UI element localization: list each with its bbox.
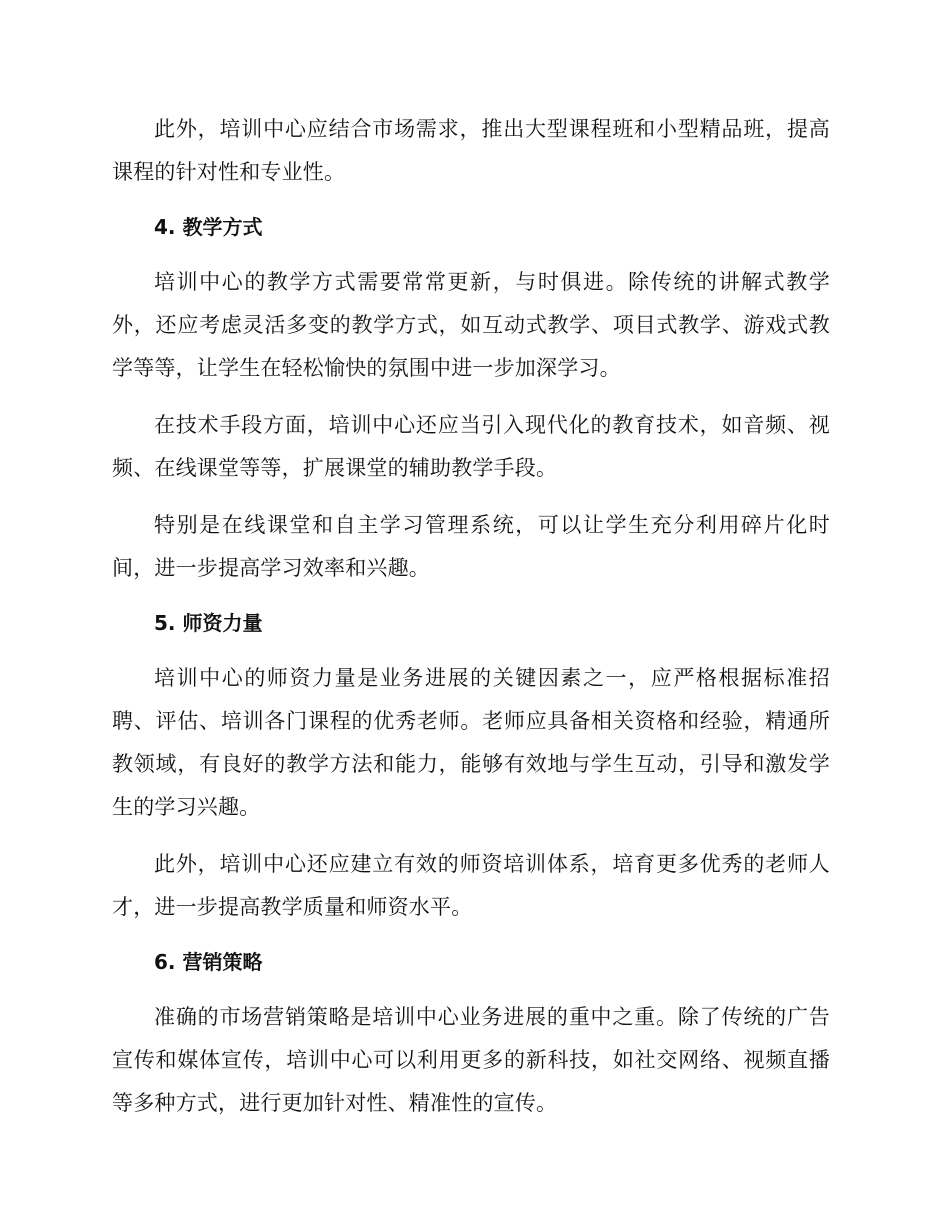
paragraph-teacher-training: 此外，培训中心还应建立有效的师资培训体系，培育更多优秀的老师人才，进一步提高教学质量和师资水平。	[112, 852, 830, 919]
heading-teaching-staff: 5. 师资力量	[154, 611, 263, 635]
heading-marketing-strategy: 6. 营销策略	[154, 950, 263, 974]
paragraph-teaching-staff: 培训中心的师资力量是业务进展的关键因素之一，应严格根据标准招聘、评估、培训各门课程的优秀老师。老师应具备相关资格和经验，精通所教领域，有良好的教学方法和能力，能够有效地与学生互动，引导和激发学生的学习兴趣。	[112, 666, 830, 819]
paragraph-online-classroom: 特别是在线课堂和自主学习管理系统，可以让学生充分利用碎片化时间，进一步提高学习效率和兴趣。	[112, 513, 830, 580]
paragraph-technology: 在技术手段方面，培训中心还应当引入现代化的教育技术，如音频、视频、在线课堂等等，扩展课堂的辅助教学手段。	[112, 413, 830, 480]
paragraph-teaching-methods: 培训中心的教学方式需要常常更新，与时俱进。除传统的讲解式教学外，还应考虑灵活多变的教学方式，如互动式教学、项目式教学、游戏式教学等等，让学生在轻松愉快的氛围中进一步加深学习。	[112, 270, 830, 380]
paragraph-marketing-strategy: 准确的市场营销策略是培训中心业务进展的重中之重。除了传统的广告宣传和媒体宣传，培训中心可以利用更多的新科技，如社交网络、视频直播等多种方式，进行更加针对性、精准性的宣传。	[112, 1005, 830, 1115]
document-body	[112, 108, 830, 1125]
heading-teaching-methods: 4. 教学方式	[154, 215, 263, 239]
paragraph-course-classes: 此外，培训中心应结合市场需求，推出大型课程班和小型精品班，提高课程的针对性和专业性。	[112, 117, 830, 184]
